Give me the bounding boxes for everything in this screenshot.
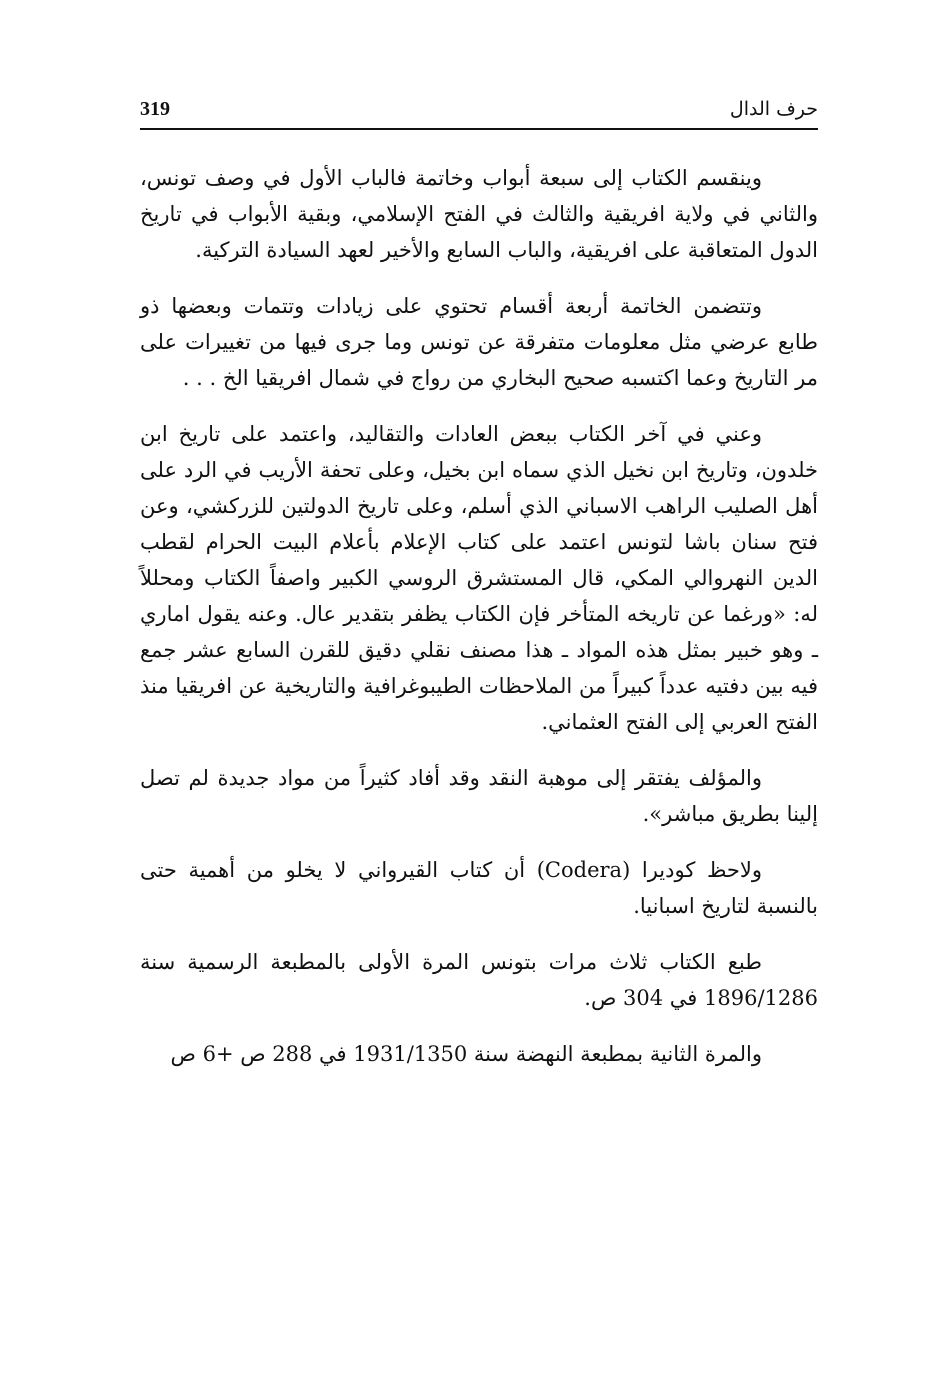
paragraph-codera: ولاحظ كوديرا (Codera) أن كتاب القيرواني لا يخلو من أهمية حتى بالنسبة لتاريخ اسبانيا. [140, 858, 818, 918]
paragraph-first-edition: طبع الكتاب ثلاث مرات بتونس المرة الأولى بالمطبعة الرسمية سنة 1896/1286 في 304 ص. [140, 950, 818, 1010]
page-body [140, 160, 818, 1072]
paragraph-book-structure: وينقسم الكتاب إلى سبعة أبواب وخاتمة فالباب الأول في وصف تونس، والثاني في ولاية افريقية والثالث في الفتح الإسلامي، وبقية الأبواب في تاريخ الدول المتعاقبة على افريقية، والباب السابع والأخير لعهد السيادة التركية. [140, 166, 818, 262]
paragraph-author-critique: والمؤلف يفتقر إلى موهبة النقد وقد أفاد كثيراً من مواد جديدة لم تصل إلينا بطريق مباشر». [140, 766, 818, 826]
page-number: 319 [140, 98, 170, 120]
page-header [140, 94, 818, 130]
paragraph-conclusion: وتتضمن الخاتمة أربعة أقسام تحتوي على زيادات وتتمات وبعضها ذو طابع عرضي مثل معلومات متفرقة عن تونس وما جرى فيها من تغييرات على مر التاريخ وعما اكتسبه صحيح البخاري من رواج في شمال افريقيا الخ . . . [140, 294, 818, 390]
paragraph-second-edition: والمرة الثانية بمطبعة النهضة سنة 1931/1350 في 288 ص +6 ص [170, 1042, 762, 1066]
paragraph-sources: وعني في آخر الكتاب ببعض العادات والتقاليد، واعتمد على تاريخ ابن خلدون، وتاريخ ابن نخيل الذي سماه ابن بخيل، وعلى تحفة الأريب في الرد على أهل الصليب الراهب الاسباني الذي أسلم، وعلى تاريخ الدولتين للزركشي، وعن فتح سنان باشا لتونس اعتمد على كتاب الإعلام بأعلام البيت الحرام لقطب الدين النهروالي المكي، قال المستشرق الروسي الكبير واصفاً الكتاب ومحللاً له: «ورغما عن تاريخه المتأخر فإن الكتاب يظفر بتقدير عال. وعنه يقول اماري ـ وهو خبير بمثل هذه المواد ـ هذا مصنف نقلي دقيق للقرن السابع عشر جمع فيه بين دفتيه عدداً كبيراً من الملاحظات الطيبوغرافية والتاريخية عن افريقيا منذ الفتح العربي إلى الفتح العثماني. [140, 422, 818, 734]
running-title: حرف الدال [729, 98, 818, 120]
